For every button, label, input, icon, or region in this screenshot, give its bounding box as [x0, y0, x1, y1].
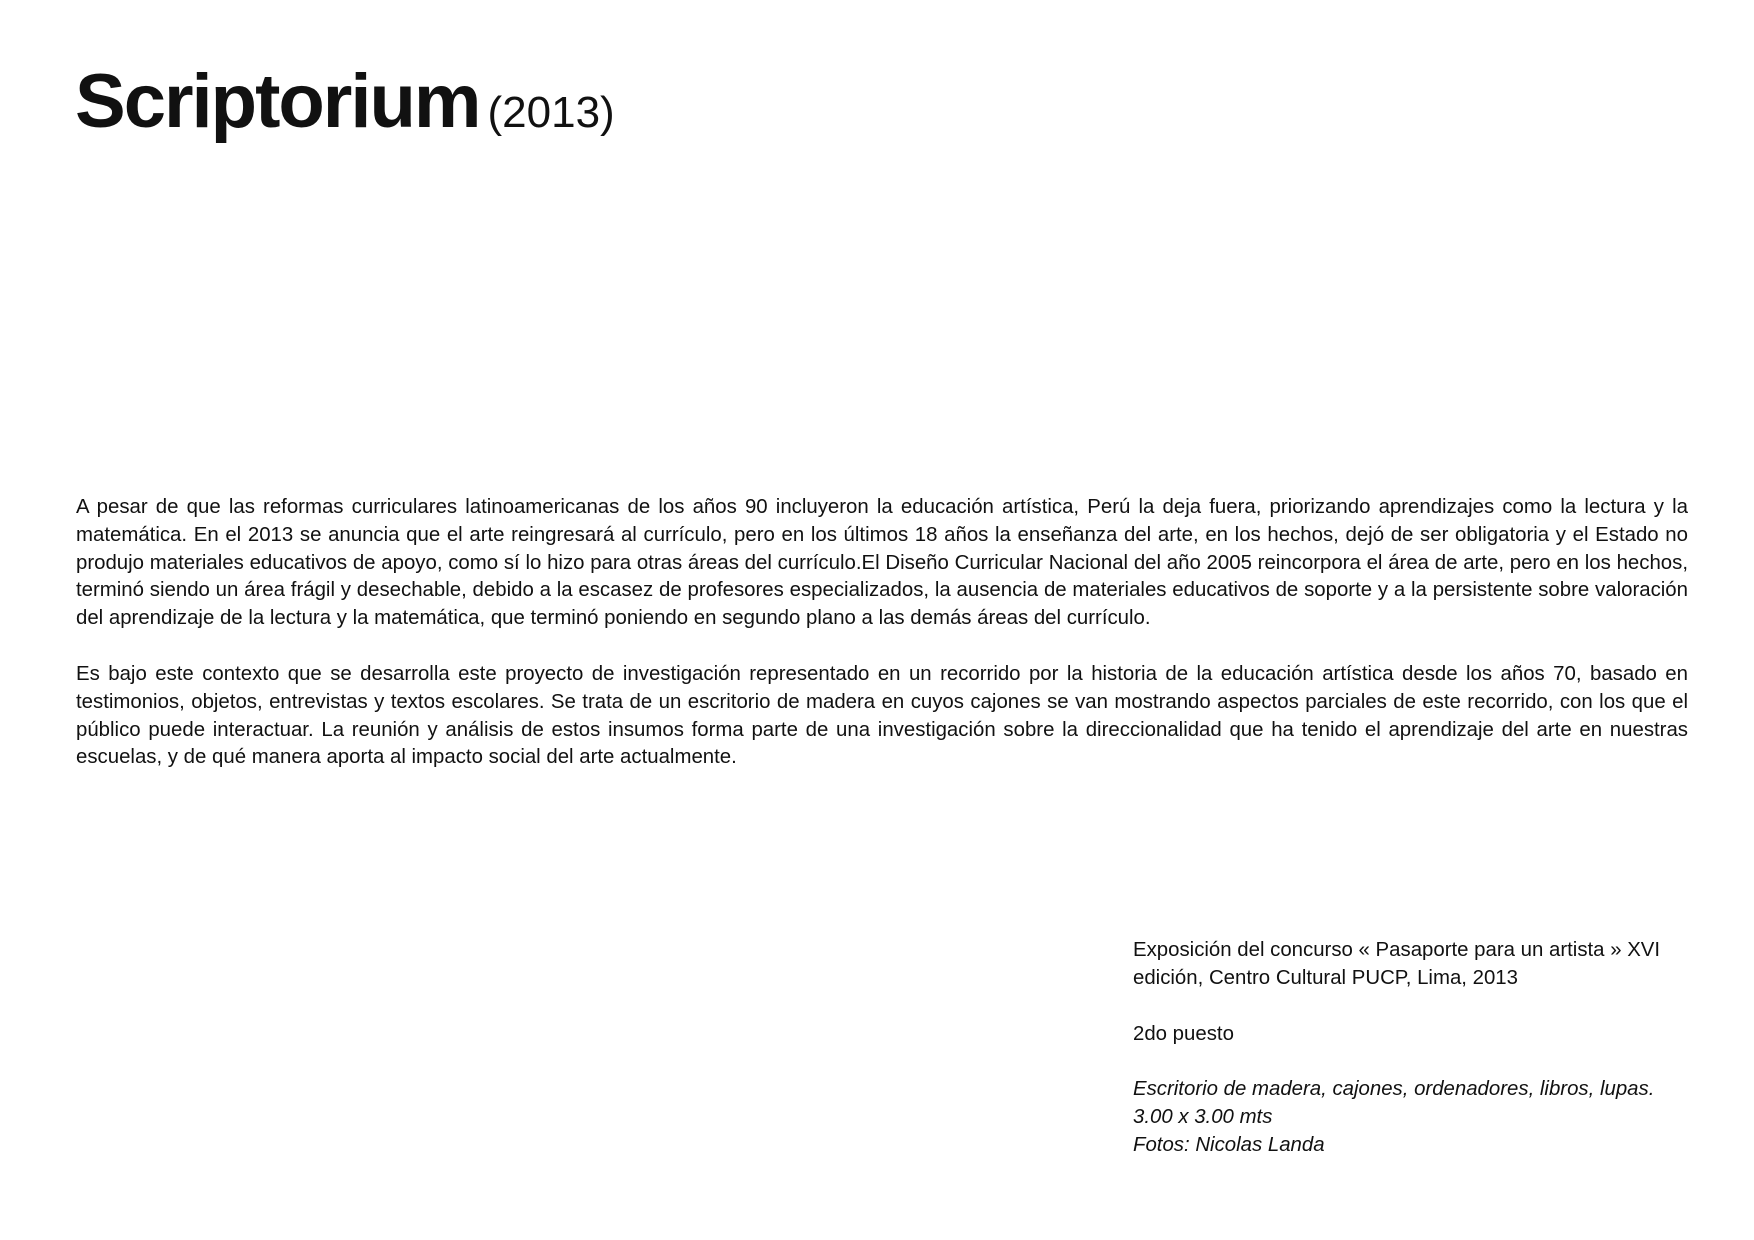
- work-title: Scriptorium: [75, 59, 480, 144]
- credits-block: [1133, 937, 1693, 1188]
- materials-line: Escritorio de madera, cajones, ordenadores, libros, lupas.: [1133, 1078, 1655, 1101]
- description-paragraph: Es bajo este contexto que se desarrolla este proyecto de investigación representado en un recorrido por la historia de la educación artística desde los años 70, basado en testimonios, objetos, entrevistas y textos escolares. Se trata de un escritorio de madera en cuyos cajones se van mostrando aspectos parciales de este recorrido, con los que el público puede interactuar. La reunión y análisis de estos insumos forma parte de una investigación sobre la direccionalidad que ha tenido el aprendizaje del arte en nuestras escuelas, y de qué manera aporta al impacto social del arte actualmente.: [76, 662, 1688, 769]
- exhibition-info: Exposición del concurso « Pasaporte para un artista » XVI edición, Centro Cultural PUCP, Lima, 2013: [1133, 939, 1661, 989]
- technical-info: [1133, 1076, 1693, 1159]
- award-info: 2do puesto: [1133, 1022, 1234, 1045]
- dimensions-line: 3.00 x 3.00 mts: [1133, 1106, 1273, 1129]
- description-paragraph: A pesar de que las reformas curriculares latinoamericanas de los años 90 incluyeron la educación artística, Perú la deja fuera, priorizando aprendizajes como la lectura y la matemática. En el 2013 se anuncia que el arte reingresará al currículo, pero en los últimos 18 años la enseñanza del arte, en los hechos, dejó de ser obligatoria y el Estado no produjo materiales educativos de apoyo, como sí lo hizo para otras áreas del currículo.El Diseño Curricular Nacional del año 2005 reincorpora el área de arte, pero en los hechos, terminó siendo un área frágil y desechable, debido a la escasez de profesores especializados, la ausencia de materiales educativos de soporte y a la persistente sobre valoración del aprendizaje de la lectura y la matemática, que terminó poniendo en segundo plano a las demás áreas del currículo.: [76, 496, 1688, 630]
- work-year: (2013): [487, 88, 615, 137]
- photo-credit-line: Fotos: Nicolas Landa: [1133, 1133, 1325, 1156]
- title-block: [75, 58, 615, 145]
- description-text: [76, 494, 1688, 800]
